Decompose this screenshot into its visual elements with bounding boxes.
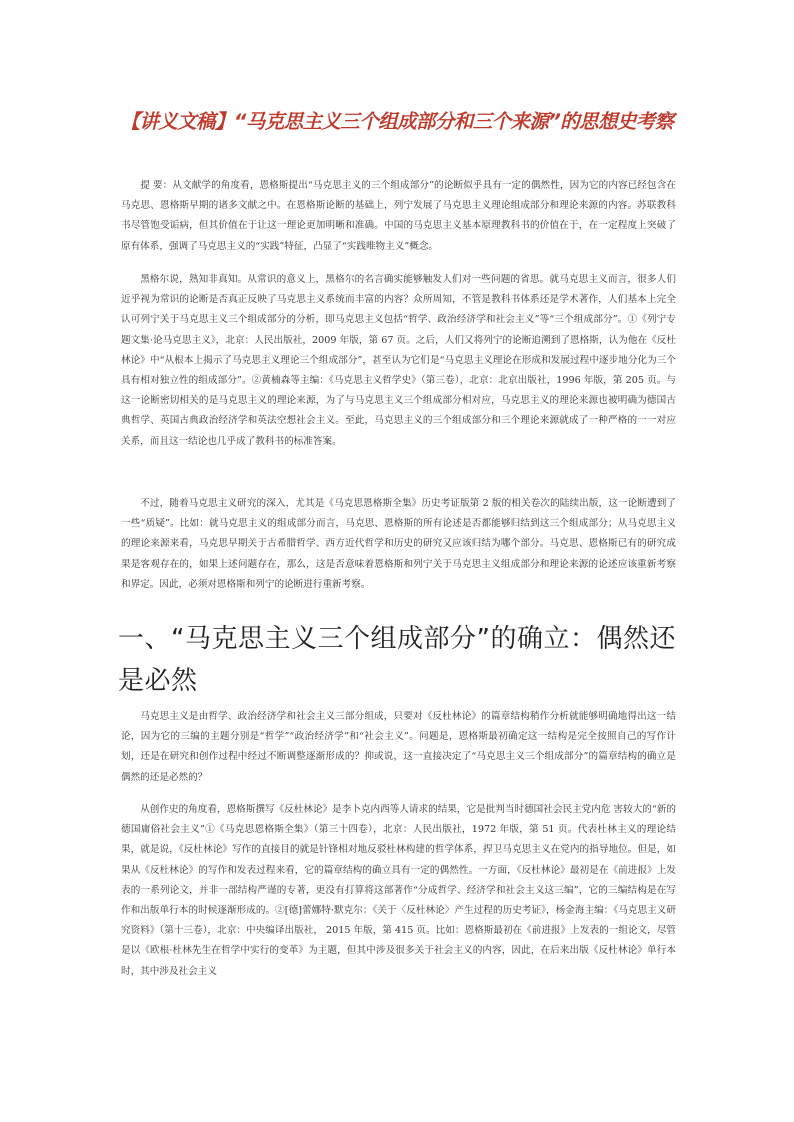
abstract-paragraph: 提 要：从文献学的角度看，恩格斯提出“马克思主义的三个组成部分”的论断似乎具有一定的偶然性，因为它的内容已经包含在马克思、恩格斯早期的诸多文献之中。在恩格斯论断的基础上，列宁发展了马克思主义理论组成部分和理论来源的内容。苏联教科书尽管饱受诟病，但其价值在于让这一理论更加明晰和准确。中国的马克思主义基本原理教科书的价值在于，在一定程度上突破了原有体系，强调了马克思主义的“实践”特征，凸显了“实践唯物主义”概念。 xyxy=(121,180,676,252)
section-heading: 一、“马克思主义三个组成部分”的确立：偶然还是必然 xyxy=(118,624,676,696)
document-title: 【讲义文稿】“马克思主义三个组成部分和三个来源”的思想史考察 xyxy=(120,110,674,133)
body-paragraph-1: 黑格尔说，熟知非真知。从常识的意义上，黑格尔的名言确实能够触发人们对一些问题的省思。就马克思主义而言，很多人们近乎视为常识的论断是否真正反映了马克思主义系统而丰富的内容？众所周知，不管是教科书体系还是学术著作，人们基本上完全认可列宁关于马克思主义三个组成部分的分析，即马克思主义包括“哲学、政治经济学和社会主义”等“三个组成部分”。①《列宁专题文集·论马克思主义》，北京：人民出版社，2009 年版，第 67 页。之后，人们又将列宁的论断追溯到了恩格斯，认为他在《反杜林论》中“从根本上揭示了马克思主义理论三个组成部分”，甚至认为它们是“马克思主义理论在形成和发展过程中逐步地分化为三个具有相对独立性的组成部分”。②黄楠森等主编：《马克思主义哲学史》（第三卷），北京：北京出版社，1996 年版，第 205 页。与这一论断密切相关的是马克思主义的理论来源，为了与马克思主义三个组成部分相对应，马克思主义的理论来源也被明确为德国古典哲学、英国古典政治经济学和英法空想社会主义。至此，马克思主义的三个组成部分和三个理论来源就成了一种严格的一一对应关系，而且这一结论也几乎成了教科书的标准答案。 xyxy=(121,274,676,447)
body-paragraph-3: 马克思主义是由哲学、政治经济学和社会主义三部分组成，只要对《反杜林论》的篇章结构稍作分析就能够明确地得出这一结论，因为它的三编的主题分别是“哲学”“政治经济学”和“社会主义”。问题是，恩格斯最初确定这一结构是完全按照自己的写作计划，还是在研究和创作过程中经过不断调整逐渐形成的？抑或说，这一直接决定了“马克思主义三个组成部分”的篇章结构的确立是偶然的还是必然的？ xyxy=(121,711,676,783)
body-paragraph-4: 从创作史的角度看，恩格斯撰写《反杜林论》是李卜克内西等人请求的结果，它是批判当时德国社会民主党内危 害较大的“新的德国庸俗社会主义”①《马克思恩格斯全集》（第三十四卷），北京：人民出版社，1972 年版，第 51 页。代表杜林主义的理论结果，就是说，《反杜林论》写作的直接目的就是针锋相对地反驳杜林构建的哲学体系，捍卫马克思主义在党内的指导地位。但是，如果从《反杜林论》的写作和发表过程来看，它的篇章结构的确立具有一定的偶然性。一方面，《反杜林论》最初是在《前进报》上发表的一系列论文，并非一部结构严谨的专著，更没有打算将这部著作“分成哲学、经济学和社会主义这三编”，它的三编结构是在写作和出版单行本的时候逐渐形成的。②[德]蕾娜特·默克尔：《关于〈反杜林论〉产生过程的历史考证》，杨金海主编：《马克思主义研究资料》（第十三卷），北京：中央编译出版社， 2015 年版，第 415 页。比如：恩格斯最初在《前进报》上发表的一组论文，尽管是以《欧根·杜林先生在哲学中实行的变革》为主题，但其中涉及很多关于社会主义的内容，因此，在后来出版《反杜林论》单行本时，其中涉及社会主义 xyxy=(121,804,676,977)
body-paragraph-2: 不过，随着马克思主义研究的深入，尤其是《马克思恩格斯全集》历史考证版第 2 版的相关卷次的陆续出版，这一论断遭到了一些“质疑”。比如：就马克思主义的组成部分而言，马克思、恩格斯的所有论述是否都能够归结到这三个组成部分；从马克思主义的理论来源来看，马克思早期关于古希腊哲学、西方近代哲学和历史的研究又应该归结为哪个部分。马克思、恩格斯已有的研究成果是客观存在的，如果上述问题存在，那么，这是否意味着恩格斯和列宁关于马克思主义组成部分和理论来源的论述应该重新考察和界定。因此，必须对恩格斯和列宁的论断进行重新考察。 xyxy=(121,498,676,590)
